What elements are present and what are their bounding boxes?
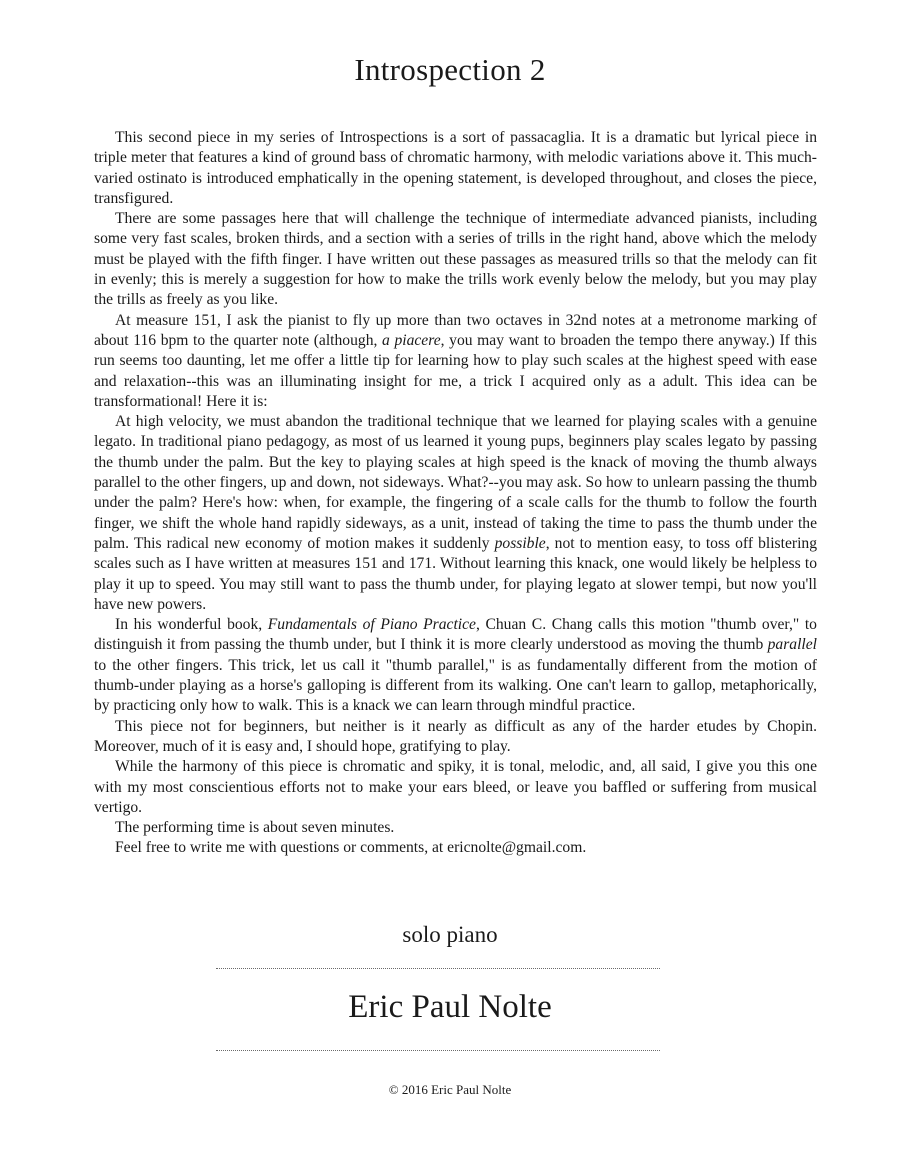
composer-name: Eric Paul Nolte bbox=[348, 989, 552, 1025]
paragraph-text: There are some passages here that will challenge the technique of intermediate advanced pianists, including some very fast scales, broken thirds, and a section with a series of trills in the right hand, above which the melody must be played with the fifth finger. I have written out these passages as measured trills so that the melody can fit in evenly; this is merely a suggestion for how to make the trills work evenly below the melody, but you may play the trills as freely as you like. bbox=[94, 210, 817, 309]
paragraph bbox=[94, 412, 817, 615]
paragraph bbox=[94, 818, 817, 838]
paragraph bbox=[94, 717, 817, 758]
paragraph-text: In his wonderful book, bbox=[115, 616, 268, 634]
contact-text: Feel free to write me with questions or comments, at ericnolte@gmail.com. bbox=[115, 839, 587, 857]
italic-term: a piacere bbox=[382, 331, 441, 349]
paragraph bbox=[94, 838, 817, 858]
paragraph bbox=[94, 757, 817, 818]
paragraph-text: At measure 151, I ask the pianist to fly up more than two octaves in 32nd notes at a metronome marking of about 116 bpm to the quarter note (although, bbox=[94, 311, 817, 349]
paragraph bbox=[94, 311, 817, 412]
italic-term: possible bbox=[494, 534, 546, 552]
program-notes bbox=[94, 128, 817, 859]
book-title: Fundamentals of Piano Practice bbox=[267, 616, 476, 634]
page-title: Introspection 2 bbox=[354, 52, 546, 87]
paragraph-text: This second piece in my series of Introspections is a sort of passacaglia. It is a dramatic but lyrical piece in triple meter that features a kind of ground bass of chromatic harmony, with melodic variations above it. This much-varied ostinato is introduced emphatically in the opening statement, is developed throughout, and closes the piece, transfigured. bbox=[94, 129, 817, 207]
copyright-notice: © 2016 Eric Paul Nolte bbox=[388, 1082, 512, 1097]
paragraph bbox=[94, 209, 817, 310]
paragraph-text: to the other fingers. This trick, let us call it "thumb parallel," is as fundamentally different from the motion of thumb-under playing as a horse's galloping is different from its walking. One can't learn to gallop, metaphorically, by practicing only how to walk. This is a knack we can learn through mindful practice. bbox=[94, 656, 817, 715]
paragraph-text: The performing time is about seven minutes. bbox=[115, 819, 395, 837]
divider bbox=[216, 968, 660, 969]
paragraph-text: This piece not for beginners, but neither is it nearly as difficult as any of the harder etudes by Chopin. Moreover, much of it is easy and, I should hope, gratifying to play. bbox=[94, 717, 817, 755]
paragraph-text: While the harmony of this piece is chromatic and spiky, it is tonal, melodic, and, all said, I give you this one with my most conscientious efforts not to make your ears bleed, or leave you baffled or suffering from musical vertigo. bbox=[94, 758, 817, 816]
italic-term: parallel bbox=[767, 636, 817, 654]
paragraph-text: At high velocity, we must abandon the traditional technique that we learned for playing scales with a genuine legato. In traditional piano pedagogy, as most of us learned it young pups, beginners play scales legato by passing the thumb under the palm. But the key to playing scales at high speed is the knack of moving the thumb always parallel to the other fingers, up and down, not sideways. What?--you may ask. So how to unlearn passing the thumb under the palm? Here's how: when, for example, the fingering of a scale calls for the thumb to follow the fourth finger, we shift the whole hand rapidly sideways, as a unit, instead of taking the time to pass the thumb under the palm. This radical new economy of motion makes it suddenly bbox=[94, 413, 817, 552]
paragraph bbox=[94, 615, 817, 716]
paragraph-text: , not to mention easy, to toss off blistering scales such as I have written at measures 151 and 171. Without learning this knack, one would likely be helpless to play it up to speed. You may still want to pass the thumb under, for playing legato at slower tempi, but now you'll have new powers. bbox=[94, 534, 817, 613]
instrumentation: solo piano bbox=[402, 922, 498, 947]
paragraph-text: , you may want to broaden the tempo there anyway.) If this run seems too daunting, let me offer a little tip for learning how to play such scales at the highest speed with ease and relaxation--this was an illuminating insight for me, a trick I acquired only as a adult. This idea can be transformational! Here it is: bbox=[94, 331, 817, 410]
divider bbox=[216, 1050, 660, 1051]
paragraph bbox=[94, 128, 817, 209]
paragraph-text: , Chuan C. Chang calls this motion "thumb over," to distinguish it from passing the thumb under, but I think it is more clearly understood as moving the thumb bbox=[94, 616, 817, 654]
